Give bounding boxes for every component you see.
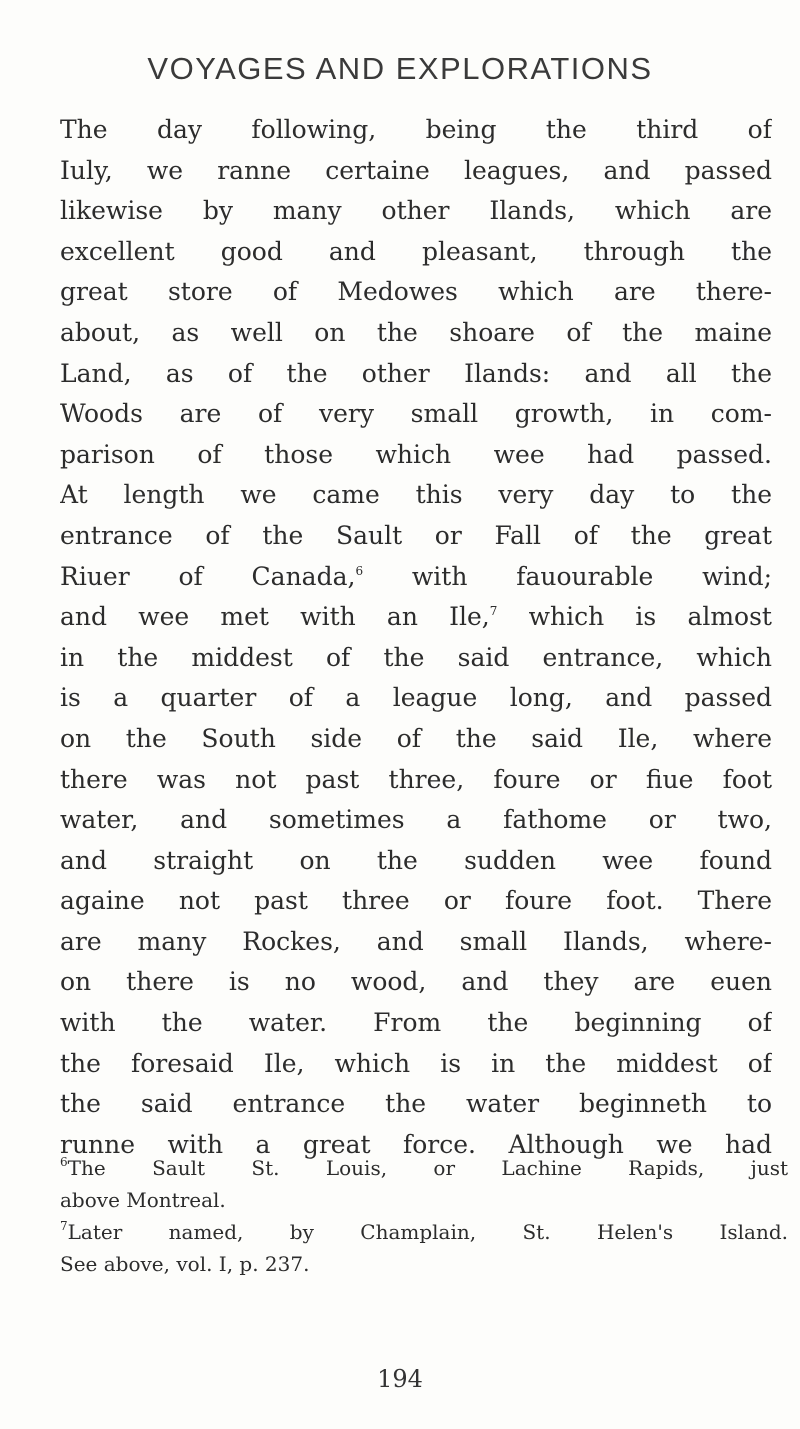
footnote-text: See above, vol. I, p. 237. xyxy=(60,1252,310,1276)
text-line: At length we came this very day to the xyxy=(60,480,772,510)
text-line: Woods are of very small growth, in com- xyxy=(60,399,772,429)
text-line: likewise by many other Ilands, which are xyxy=(60,196,772,226)
text-line: the said entrance the water beginneth to xyxy=(60,1089,772,1119)
footnote-text: The Sault St. Louis, or Lachine Rapids, just xyxy=(67,1156,788,1180)
text-line: the foresaid Ile, which is in the middest of xyxy=(60,1048,772,1078)
text-line: about, as well on the shoare of the maine xyxy=(60,317,772,347)
text-line: on there is no wood, and they are euen xyxy=(60,967,772,997)
footnote-reference[interactable]: 7 xyxy=(489,604,498,619)
text-line xyxy=(60,597,772,638)
text-line: there was not past three, foure or fiue foot xyxy=(60,764,772,794)
text-fragment: and wee met with an Ile, xyxy=(60,602,490,632)
footnote-text: Later named, by Champlain, St. Helen's Island. xyxy=(67,1220,788,1244)
text-line: Land, as of the other Ilands: and all the xyxy=(60,358,772,388)
footnote-line xyxy=(60,1184,788,1216)
body-text xyxy=(60,110,772,1165)
text-line: Iuly, we ranne certaine leagues, and passed xyxy=(60,155,772,185)
text-line: and straight on the sudden wee found xyxy=(60,845,772,875)
text-fragment: Riuer of Canada, xyxy=(60,561,356,591)
text-line: runne with a great force. Although we had xyxy=(60,1129,772,1159)
text-fragment: which is almost xyxy=(497,602,772,632)
text-line: water, and sometimes a fathome or two, xyxy=(60,805,772,835)
footnote-text: above Montreal. xyxy=(60,1188,226,1212)
text-line: excellent good and pleasant, through the xyxy=(60,236,772,266)
footnote-line xyxy=(60,1216,788,1248)
text-line: with the water. From the beginning of xyxy=(60,1008,772,1038)
text-line: againe not past three or foure foot. There xyxy=(60,886,772,916)
footnote-reference[interactable]: 6 xyxy=(355,563,364,578)
text-line: are many Rockes, and small Ilands, where- xyxy=(60,926,772,956)
footnote-line xyxy=(60,1152,788,1184)
footnote-line xyxy=(60,1248,788,1280)
footnotes xyxy=(60,1152,788,1280)
text-fragment: with fauourable wind; xyxy=(363,561,772,591)
footnote-marker: 7 xyxy=(60,1219,68,1233)
running-head: VOYAGES AND EXPLORATIONS xyxy=(147,51,653,86)
text-line: on the South side of the said Ile, where xyxy=(60,723,772,753)
text-line: great store of Medowes which are there- xyxy=(60,277,772,307)
text-line: is a quarter of a league long, and passed xyxy=(60,683,772,713)
page-number: 194 xyxy=(377,1365,423,1393)
text-line: entrance of the Sault or Fall of the great xyxy=(60,520,772,550)
footnote-marker: 6 xyxy=(60,1155,68,1169)
text-line xyxy=(60,557,772,598)
text-line: The day following, being the third of xyxy=(60,115,772,144)
text-line: parison of those which wee had passed. xyxy=(60,439,772,469)
text-line: in the middest of the said entrance, which xyxy=(60,642,772,672)
